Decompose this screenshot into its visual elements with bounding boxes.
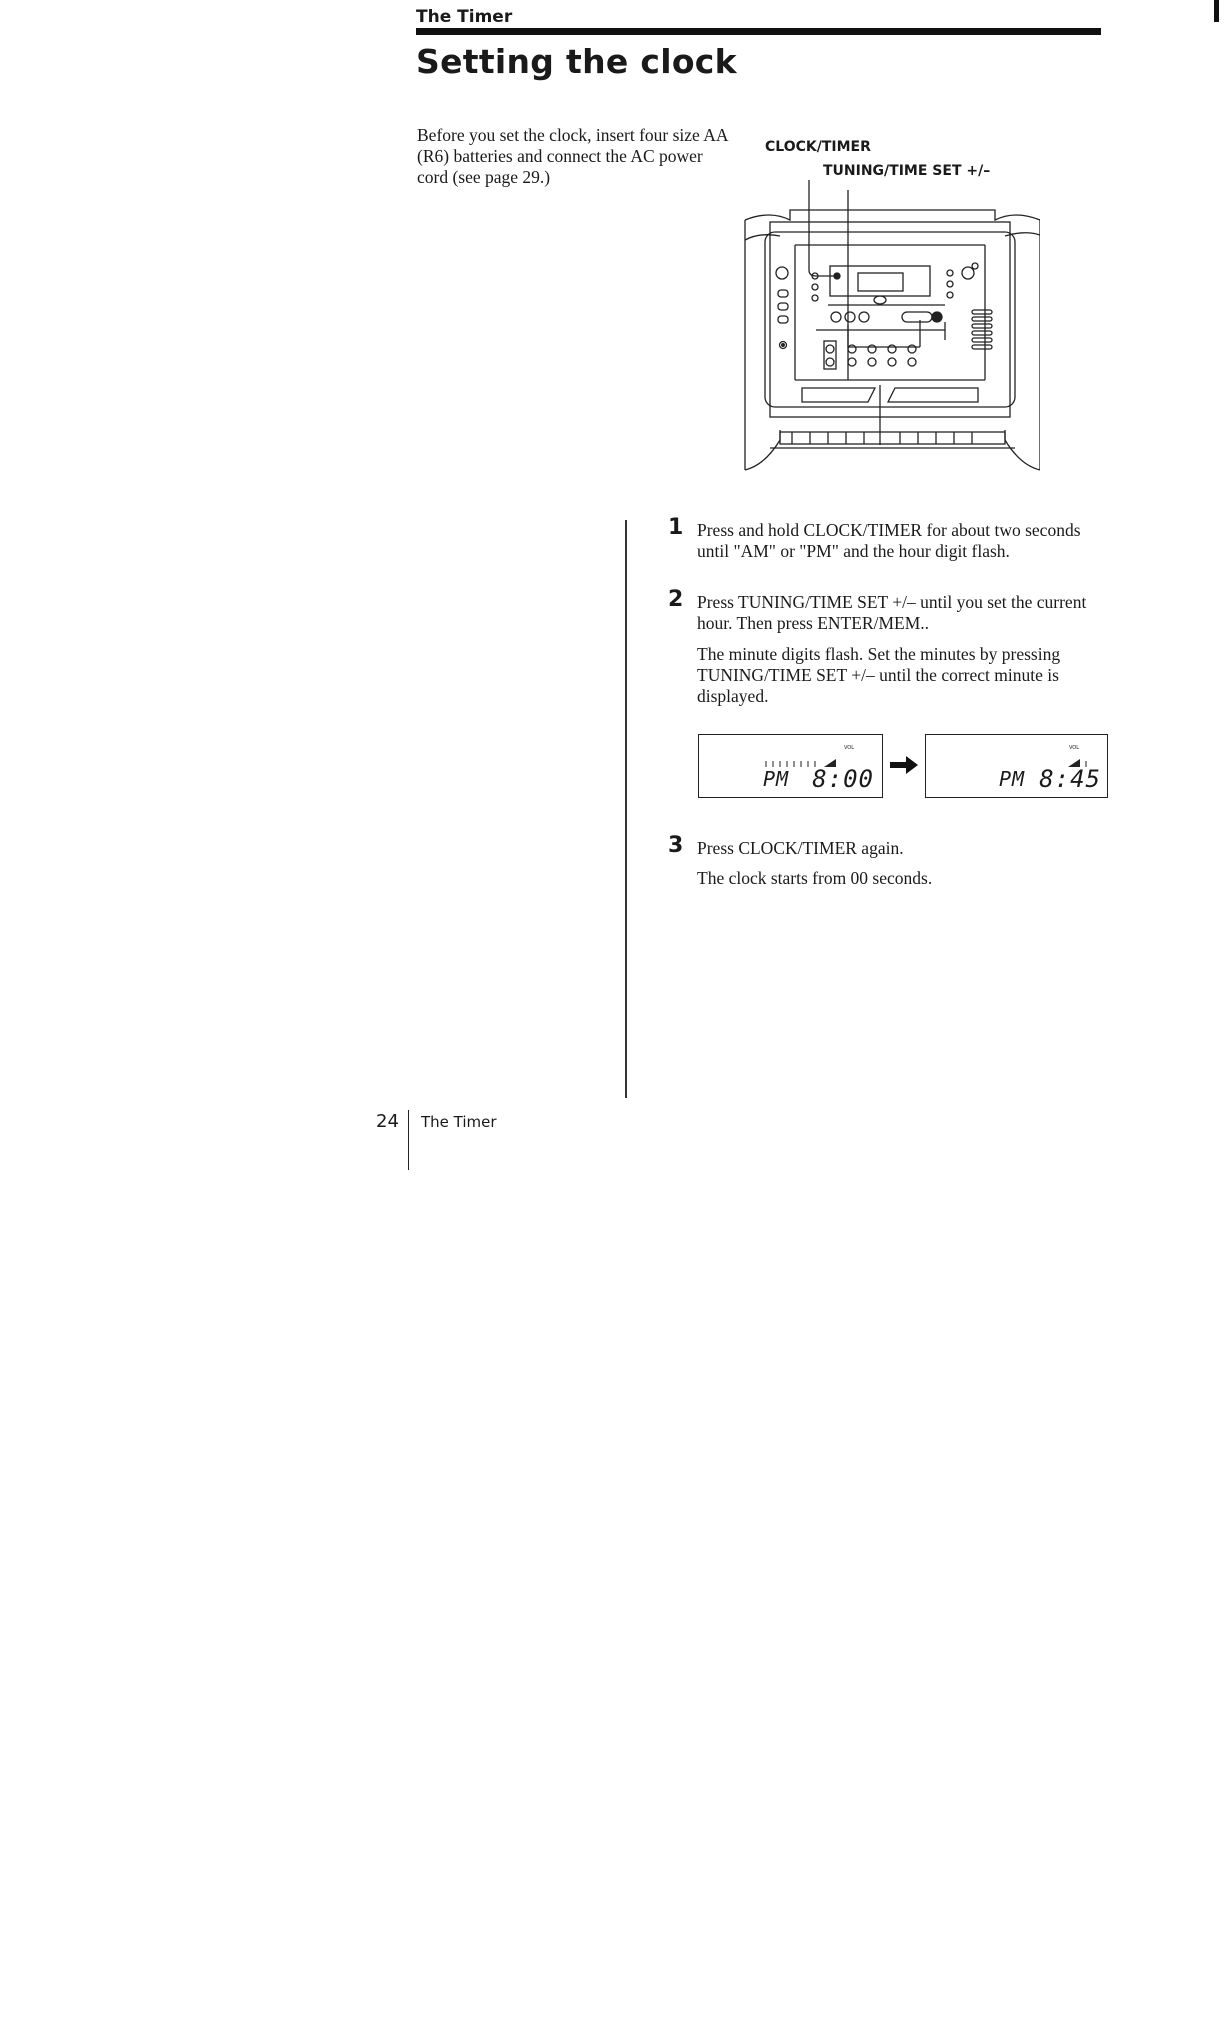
display-before — [698, 734, 883, 798]
column-divider — [625, 520, 627, 1098]
step-text: Press and hold CLOCK/TIMER for about two seconds until "AM" or "PM" and the hour digit flash. — [697, 520, 1081, 561]
step-2-note: The minute digits flash. Set the minutes by pressing TUNING/TIME SET +/– until the correct minute is displayed. — [697, 644, 1061, 706]
arrow-right-icon — [888, 755, 920, 775]
lcd-ampm: PM — [999, 767, 1026, 791]
callout-clock-timer: CLOCK/TIMER — [765, 139, 871, 155]
section-label: The Timer — [416, 7, 513, 27]
header-rule — [416, 28, 1101, 35]
step-number: 2 — [668, 587, 684, 612]
footer-divider — [408, 1110, 409, 1170]
step-number: 3 — [668, 833, 684, 858]
step-1 — [668, 515, 1108, 562]
step-text: Press TUNING/TIME SET +/– until you set the current hour. Then press ENTER/MEM.. — [697, 592, 1087, 633]
vol-indicator: VOL — [1068, 745, 1079, 751]
lcd-time: 8:45 — [1039, 765, 1101, 793]
vol-indicator: VOL — [843, 745, 854, 751]
step-number: 1 — [668, 515, 684, 540]
page-number: 24 — [376, 1111, 399, 1132]
callout-tuning-time-set: TUNING/TIME SET +/– — [823, 163, 991, 179]
step-text: Press CLOCK/TIMER again. — [697, 838, 904, 858]
lcd-ampm: PM — [763, 767, 790, 791]
page-edge-mark — [1214, 0, 1219, 22]
step-2 — [668, 587, 1108, 634]
lcd-time: 8:00 — [812, 765, 874, 793]
boombox-illustration — [740, 180, 1040, 475]
step-3 — [668, 833, 1108, 859]
footer-label: The Timer — [421, 1113, 497, 1131]
intro-paragraph: Before you set the clock, insert four size AA (R6) batteries and connect the AC power cord (see page 29.) — [417, 125, 728, 187]
step-3-note: The clock starts from 00 seconds. — [697, 868, 933, 888]
page-title: Setting the clock — [416, 42, 737, 81]
display-after — [925, 734, 1108, 798]
